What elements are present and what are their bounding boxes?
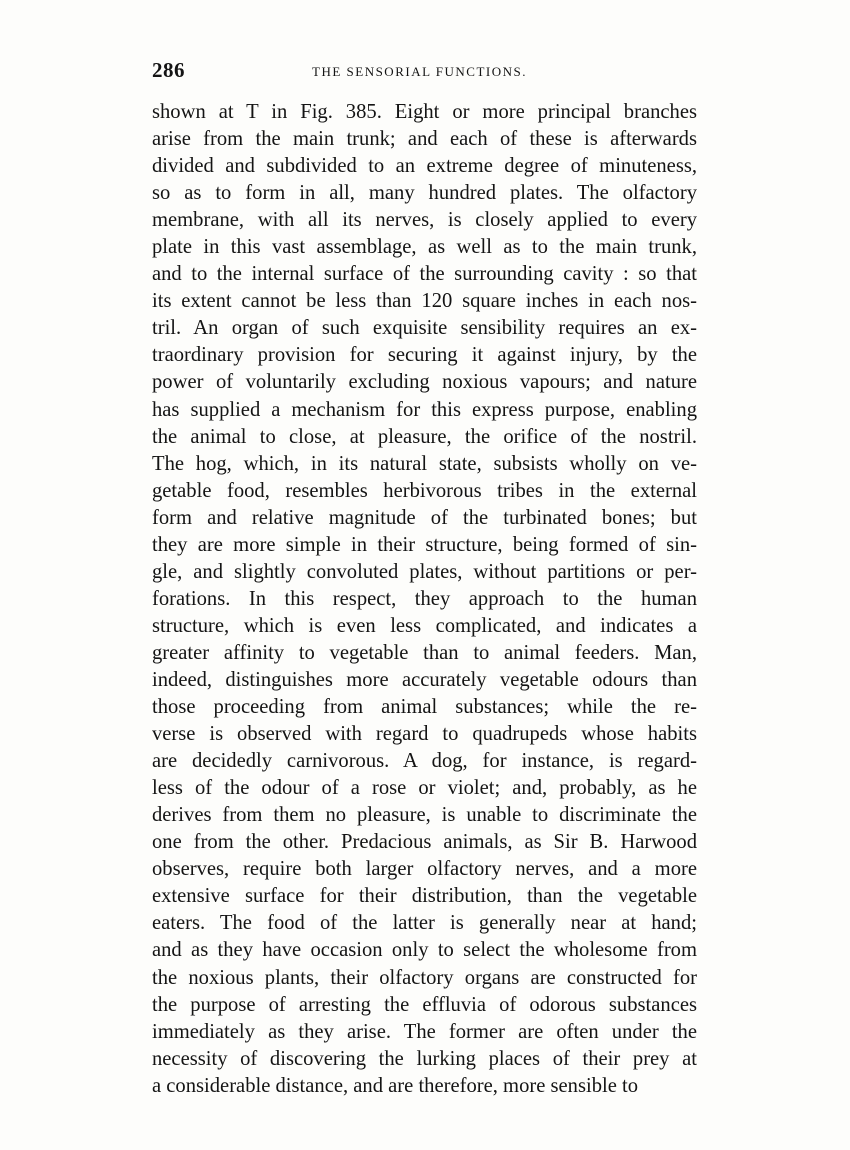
text-line: greater affinity to vegetable than to animal feeders. Man, [152,641,697,664]
text-line: its extent cannot be less than 120 square inches in each nos- [152,290,697,313]
text-line: less of the odour of a rose or violet; and, probably, as he [152,777,697,800]
text-line: are decidedly carnivorous. A dog, for instance, is regard- [152,750,697,773]
text-line: extensive surface for their distribution, than the vegetable [152,885,697,908]
text-line: form and relative magnitude of the turbinated bones; but [152,506,697,529]
text-line: indeed, distinguishes more accurately vegetable odours than [152,668,697,691]
text-line: necessity of discovering the lurking places of their prey at [152,1047,697,1070]
text-line: arise from the main trunk; and each of these is afterwards [152,128,697,151]
body-text [152,99,697,1100]
text-line: has supplied a mechanism for this express purpose, enabling [152,398,697,421]
text-line: verse is observed with regard to quadrupeds whose habits [152,723,697,746]
text-line: immediately as they arise. The former are often under the [152,1020,697,1043]
text-line: and to the internal surface of the surrounding cavity : so that [152,263,697,286]
text-line: membrane, with all its nerves, is closely applied to every [152,209,697,232]
text-line: power of voluntarily excluding noxious vapours; and nature [152,371,697,394]
text-line: observes, require both larger olfactory nerves, and a more [152,858,697,881]
text-line: they are more simple in their structure, being formed of sin- [152,533,697,556]
text-line: those proceeding from animal substances; while the re- [152,696,697,719]
running-title: THE SENSORIAL FUNCTIONS. [312,64,527,79]
page-number: 286 [152,58,185,82]
text-line: a considerable distance, and are therefore, more sensible to [152,1074,639,1097]
text-line: eaters. The food of the latter is generally near at hand; [152,912,697,935]
text-line: structure, which is even less complicated, and indicates a [152,614,697,637]
text-line: so as to form in all, many hundred plates. The olfactory [152,182,697,205]
text-line: the purpose of arresting the effluvia of odorous substances [152,993,697,1016]
text-line: traordinary provision for securing it against injury, by the [152,344,697,367]
text-line: gle, and slightly convoluted plates, without partitions or per- [152,560,697,583]
text-line: The hog, which, in its natural state, subsists wholly on ve- [152,452,697,475]
text-line: plate in this vast assemblage, as well as to the main trunk, [152,236,697,259]
text-line: the noxious plants, their olfactory organs are constructed for [152,966,697,989]
text-line: one from the other. Predacious animals, as Sir B. Harwood [152,831,697,854]
text-line: getable food, resembles herbivorous tribes in the external [152,479,697,502]
text-line: the animal to close, at pleasure, the orifice of the nostril. [152,425,697,448]
text-line: shown at T in Fig. 385. Eight or more principal branches [152,101,697,123]
page-header [152,58,697,88]
text-line: and as they have occasion only to select the wholesome from [152,939,697,962]
text-line: derives from them no pleasure, is unable to discriminate the [152,804,697,827]
text-line: divided and subdivided to an extreme degree of minuteness, [152,155,697,178]
text-line: tril. An organ of such exquisite sensibility requires an ex- [152,317,697,340]
text-line: forations. In this respect, they approach to the human [152,587,697,610]
